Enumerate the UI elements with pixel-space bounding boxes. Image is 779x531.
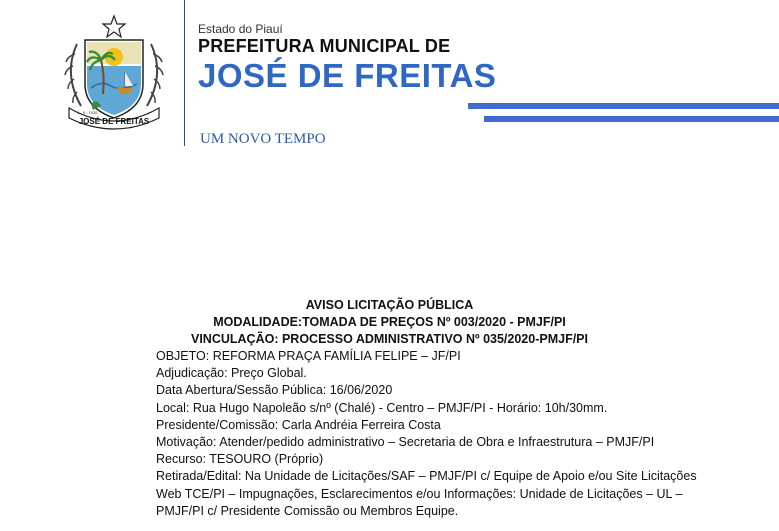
notice-title: AVISO LICITAÇÃO PÚBLICA xyxy=(305,298,474,312)
notice-linkage: VINCULAÇÃO: PROCESSO ADMINISTRATIVO Nº 035/2020-PMJF/PI xyxy=(191,332,588,346)
city-title: JOSÉ DE FREITAS xyxy=(198,57,497,94)
crest-date-text: 1 - 9 - 1926 xyxy=(77,110,98,115)
header-bar-bottom xyxy=(484,116,779,122)
header-divider xyxy=(184,0,185,146)
motto: UM NOVO TEMPO xyxy=(200,131,326,147)
notice-line-object: OBJETO: REFORMA PRAÇA FAMÍLIA FELIPE – JF/PI xyxy=(156,349,461,363)
notice-line-motivation: Motivação: Atender/pedido administrativo – Secretaria de Obra e Infraestrutura – PMJF/PI xyxy=(156,435,655,450)
notice-line-resource: Recurso: TESOURO (Próprio) xyxy=(156,452,324,467)
notice-line-location: Local: Rua Hugo Napoleão s/nº (Chalé) - Centro – PMJF/PI - Horário: 10h/30mm. xyxy=(156,400,608,415)
city-crest-logo xyxy=(55,14,173,132)
prefecture-title: PREFEITURA MUNICIPAL DE xyxy=(198,36,451,56)
notice-line-president: Presidente/Comissão: Carla Andréia Ferreira Costa xyxy=(156,417,441,432)
notice-modality: MODALIDADE:TOMADA DE PREÇOS Nº 003/2020 - PMJF/PI xyxy=(213,315,566,329)
notice-line-retrieval: Retirada/Edital: Na Unidade de Licitações/SAF – PMJF/PI c/ Equipe de Apoio e/ou Site Licitações xyxy=(156,469,697,484)
header-bar-top xyxy=(468,103,779,109)
right-laurel xyxy=(147,44,157,106)
state-name: Estado do Piauí xyxy=(198,22,283,36)
left-laurel xyxy=(71,44,81,106)
notice-line-contact: PMJF/PI c/ Presidente Comissão ou Membros Equipe. xyxy=(156,503,459,518)
notice-line-opening-date: Data Abertura/Sessão Pública: 16/06/2020 xyxy=(156,383,393,398)
notice-line-web: Web TCE/PI – Impugnações, Esclarecimentos e/ou Informações: Unidade de Licitações – UL – xyxy=(156,486,683,501)
star-icon xyxy=(103,16,125,37)
crest-banner-text: JOSÉ DE FREITAS xyxy=(78,117,150,126)
notice-body xyxy=(156,348,697,520)
notice-line-adjudication: Adjudicação: Preço Global. xyxy=(156,366,307,381)
